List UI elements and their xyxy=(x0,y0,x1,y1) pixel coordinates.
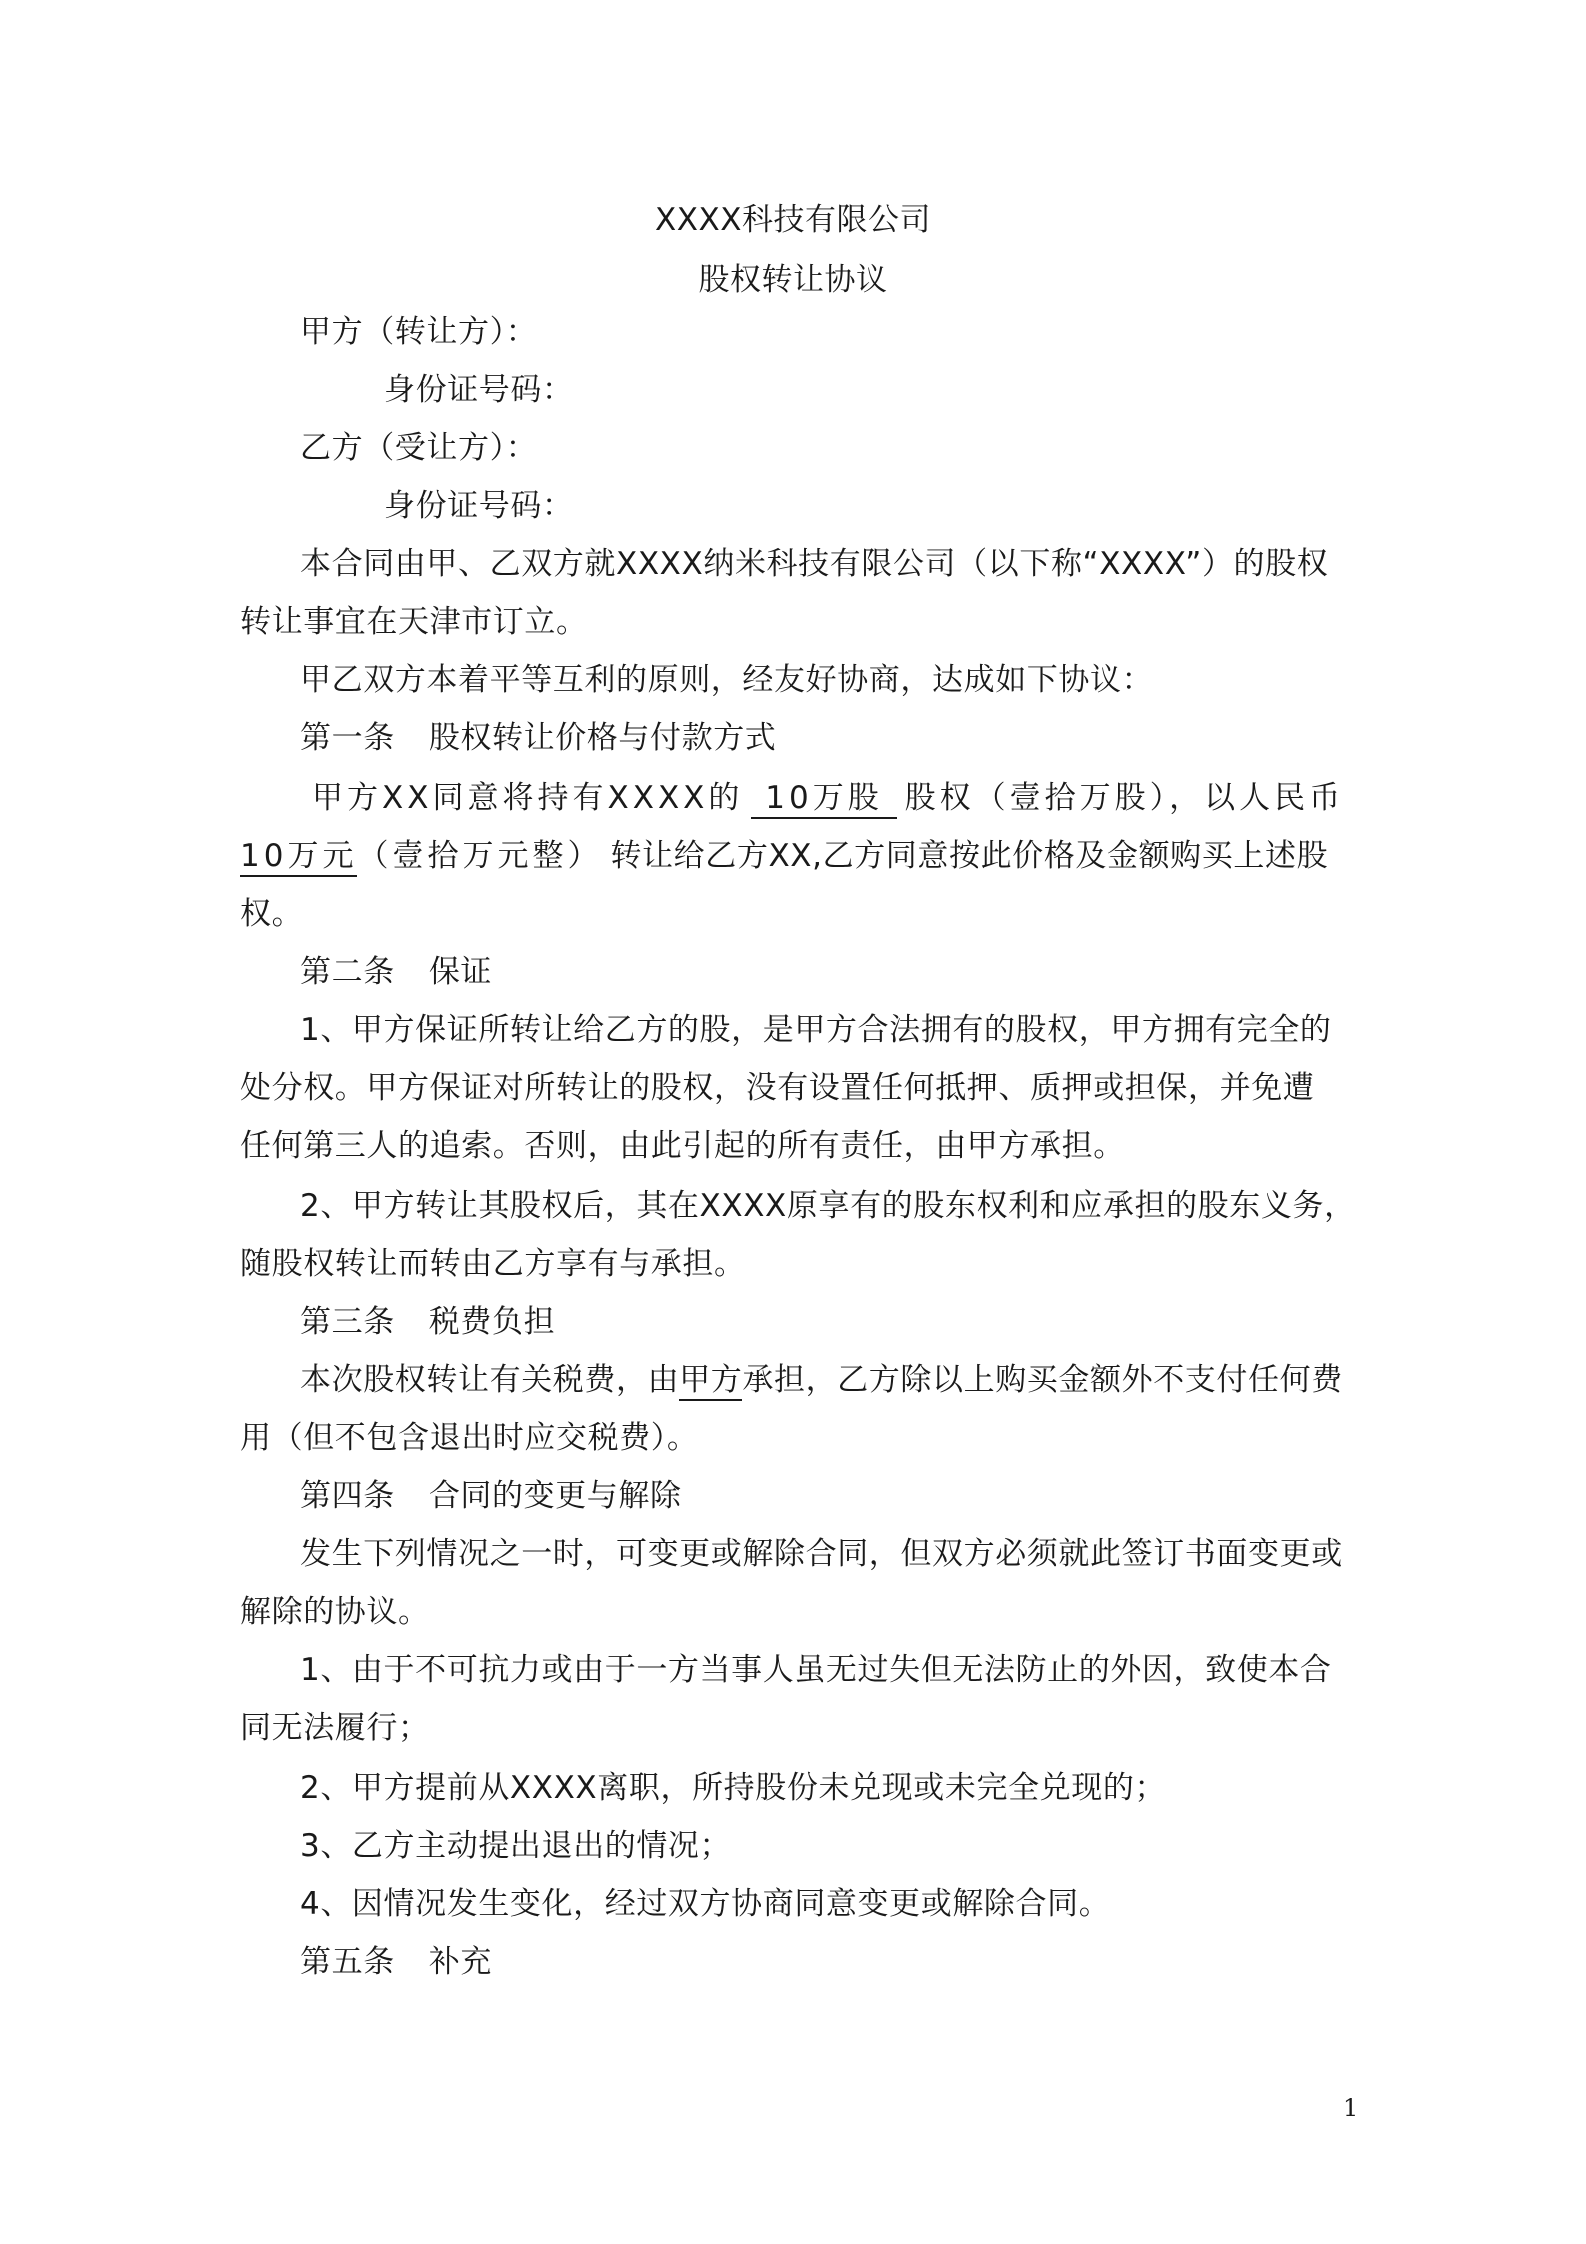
intro-paragraph-line-2: 转让事宜在天津市订立。 xyxy=(240,604,588,640)
article-2-p1-line-2: 处分权。甲方保证对所转让的股权，没有设置任何抵押、质押或担保，并免遭 xyxy=(240,1070,1315,1106)
article-4-heading xyxy=(300,1476,682,1516)
article-1-line-3: 权。 xyxy=(240,896,304,932)
article-2-number: 第二条 xyxy=(300,954,395,990)
article-4-title: 合同的变更与解除 xyxy=(428,1478,682,1514)
article-1-text-a: 甲方XX同意将持有XXXX的 xyxy=(312,780,744,816)
article-1-price-words: （壹拾万元整） xyxy=(357,838,603,874)
article-2-p2-line-1: 2、甲方转让其股权后，其在XXXX原享有的股东权利和应承担的股东义务， xyxy=(300,1188,1356,1224)
intro-paragraph-line-1: 本合同由甲、乙双方就XXXX纳米科技有限公司（以下称“XXXX”）的股权 xyxy=(300,546,1329,582)
article-4-intro-line-2: 解除的协议。 xyxy=(240,1594,430,1630)
article-2-title: 保证 xyxy=(428,954,493,990)
article-2-p1-line-3: 任何第三人的追索。否则，由此引起的所有责任，由甲方承担。 xyxy=(240,1128,1125,1164)
article-1-heading xyxy=(300,718,776,758)
article-5-number: 第五条 xyxy=(300,1944,395,1980)
article-3-number: 第三条 xyxy=(300,1304,395,1340)
agreement-title: 股权转让协议 xyxy=(698,262,888,298)
article-4-item-4: 4、因情况发生变化，经过双方协商同意变更或解除合同。 xyxy=(300,1886,1111,1922)
article-2-p1-line-1: 1、甲方保证所转让给乙方的股，是甲方合法拥有的股权，甲方拥有完全的 xyxy=(300,1012,1332,1048)
company-title: XXXX科技有限公司 xyxy=(655,202,931,238)
article-4-item-1-line-2: 同无法履行； xyxy=(240,1710,430,1746)
article-2-p2-line-2: 随股权转让而转由乙方享有与承担。 xyxy=(240,1246,746,1282)
tax-bearer-underlined: 甲方 xyxy=(679,1361,742,1401)
article-3-line-1 xyxy=(300,1360,1343,1401)
article-4-number: 第四条 xyxy=(300,1478,395,1514)
article-4-intro-line-1: 发生下列情况之一时，可变更或解除合同，但双方必须就此签订书面变更或 xyxy=(300,1536,1343,1572)
article-3-text-a: 本次股权转让有关税费，由 xyxy=(300,1362,680,1398)
price-amount-underlined: 10万元 xyxy=(240,837,357,877)
article-4-item-2: 2、甲方提前从XXXX离职，所持股份未兑现或未完全兑现的； xyxy=(300,1770,1167,1806)
article-1-number: 第一条 xyxy=(300,720,395,756)
article-5-title: 补充 xyxy=(428,1944,493,1980)
article-4-item-3: 3、乙方主动提出退出的情况； xyxy=(300,1828,732,1864)
article-3-heading xyxy=(300,1302,555,1342)
party-b-label: 乙方（受让方）： xyxy=(300,430,538,466)
intro-paragraph-line-3: 甲乙双方本着平等互利的原则，经友好协商，达成如下协议： xyxy=(300,662,1154,698)
article-1-text-c: 转让给乙方XX,乙方同意按此价格及金额购买上述股 xyxy=(610,838,1329,874)
article-1-title: 股权转让价格与付款方式 xyxy=(428,720,777,756)
article-3-title: 税费负担 xyxy=(428,1304,556,1340)
article-3-line-2: 用（但不包含退出时应交税费）。 xyxy=(240,1420,699,1456)
article-4-item-1-line-1: 1、由于不可抗力或由于一方当事人虽无过失但无法防止的外因，致使本合 xyxy=(300,1652,1332,1688)
article-1-line-2 xyxy=(240,836,1328,877)
party-a-id-label: 身份证号码： xyxy=(384,372,574,408)
article-1-line-1 xyxy=(312,778,1344,819)
article-1-text-b: 股权（壹拾万股），以人民币 xyxy=(904,780,1345,816)
party-a-label: 甲方（转让方）： xyxy=(300,314,538,350)
article-2-heading xyxy=(300,952,492,992)
shares-amount-underlined: 10万股 xyxy=(751,779,896,819)
party-b-id-label: 身份证号码： xyxy=(384,488,574,524)
page-number: 1 xyxy=(1343,2094,1359,2122)
article-3-text-b: 承担，乙方除以上购买金额外不支付任何费 xyxy=(742,1362,1343,1398)
article-5-heading xyxy=(300,1942,492,1982)
